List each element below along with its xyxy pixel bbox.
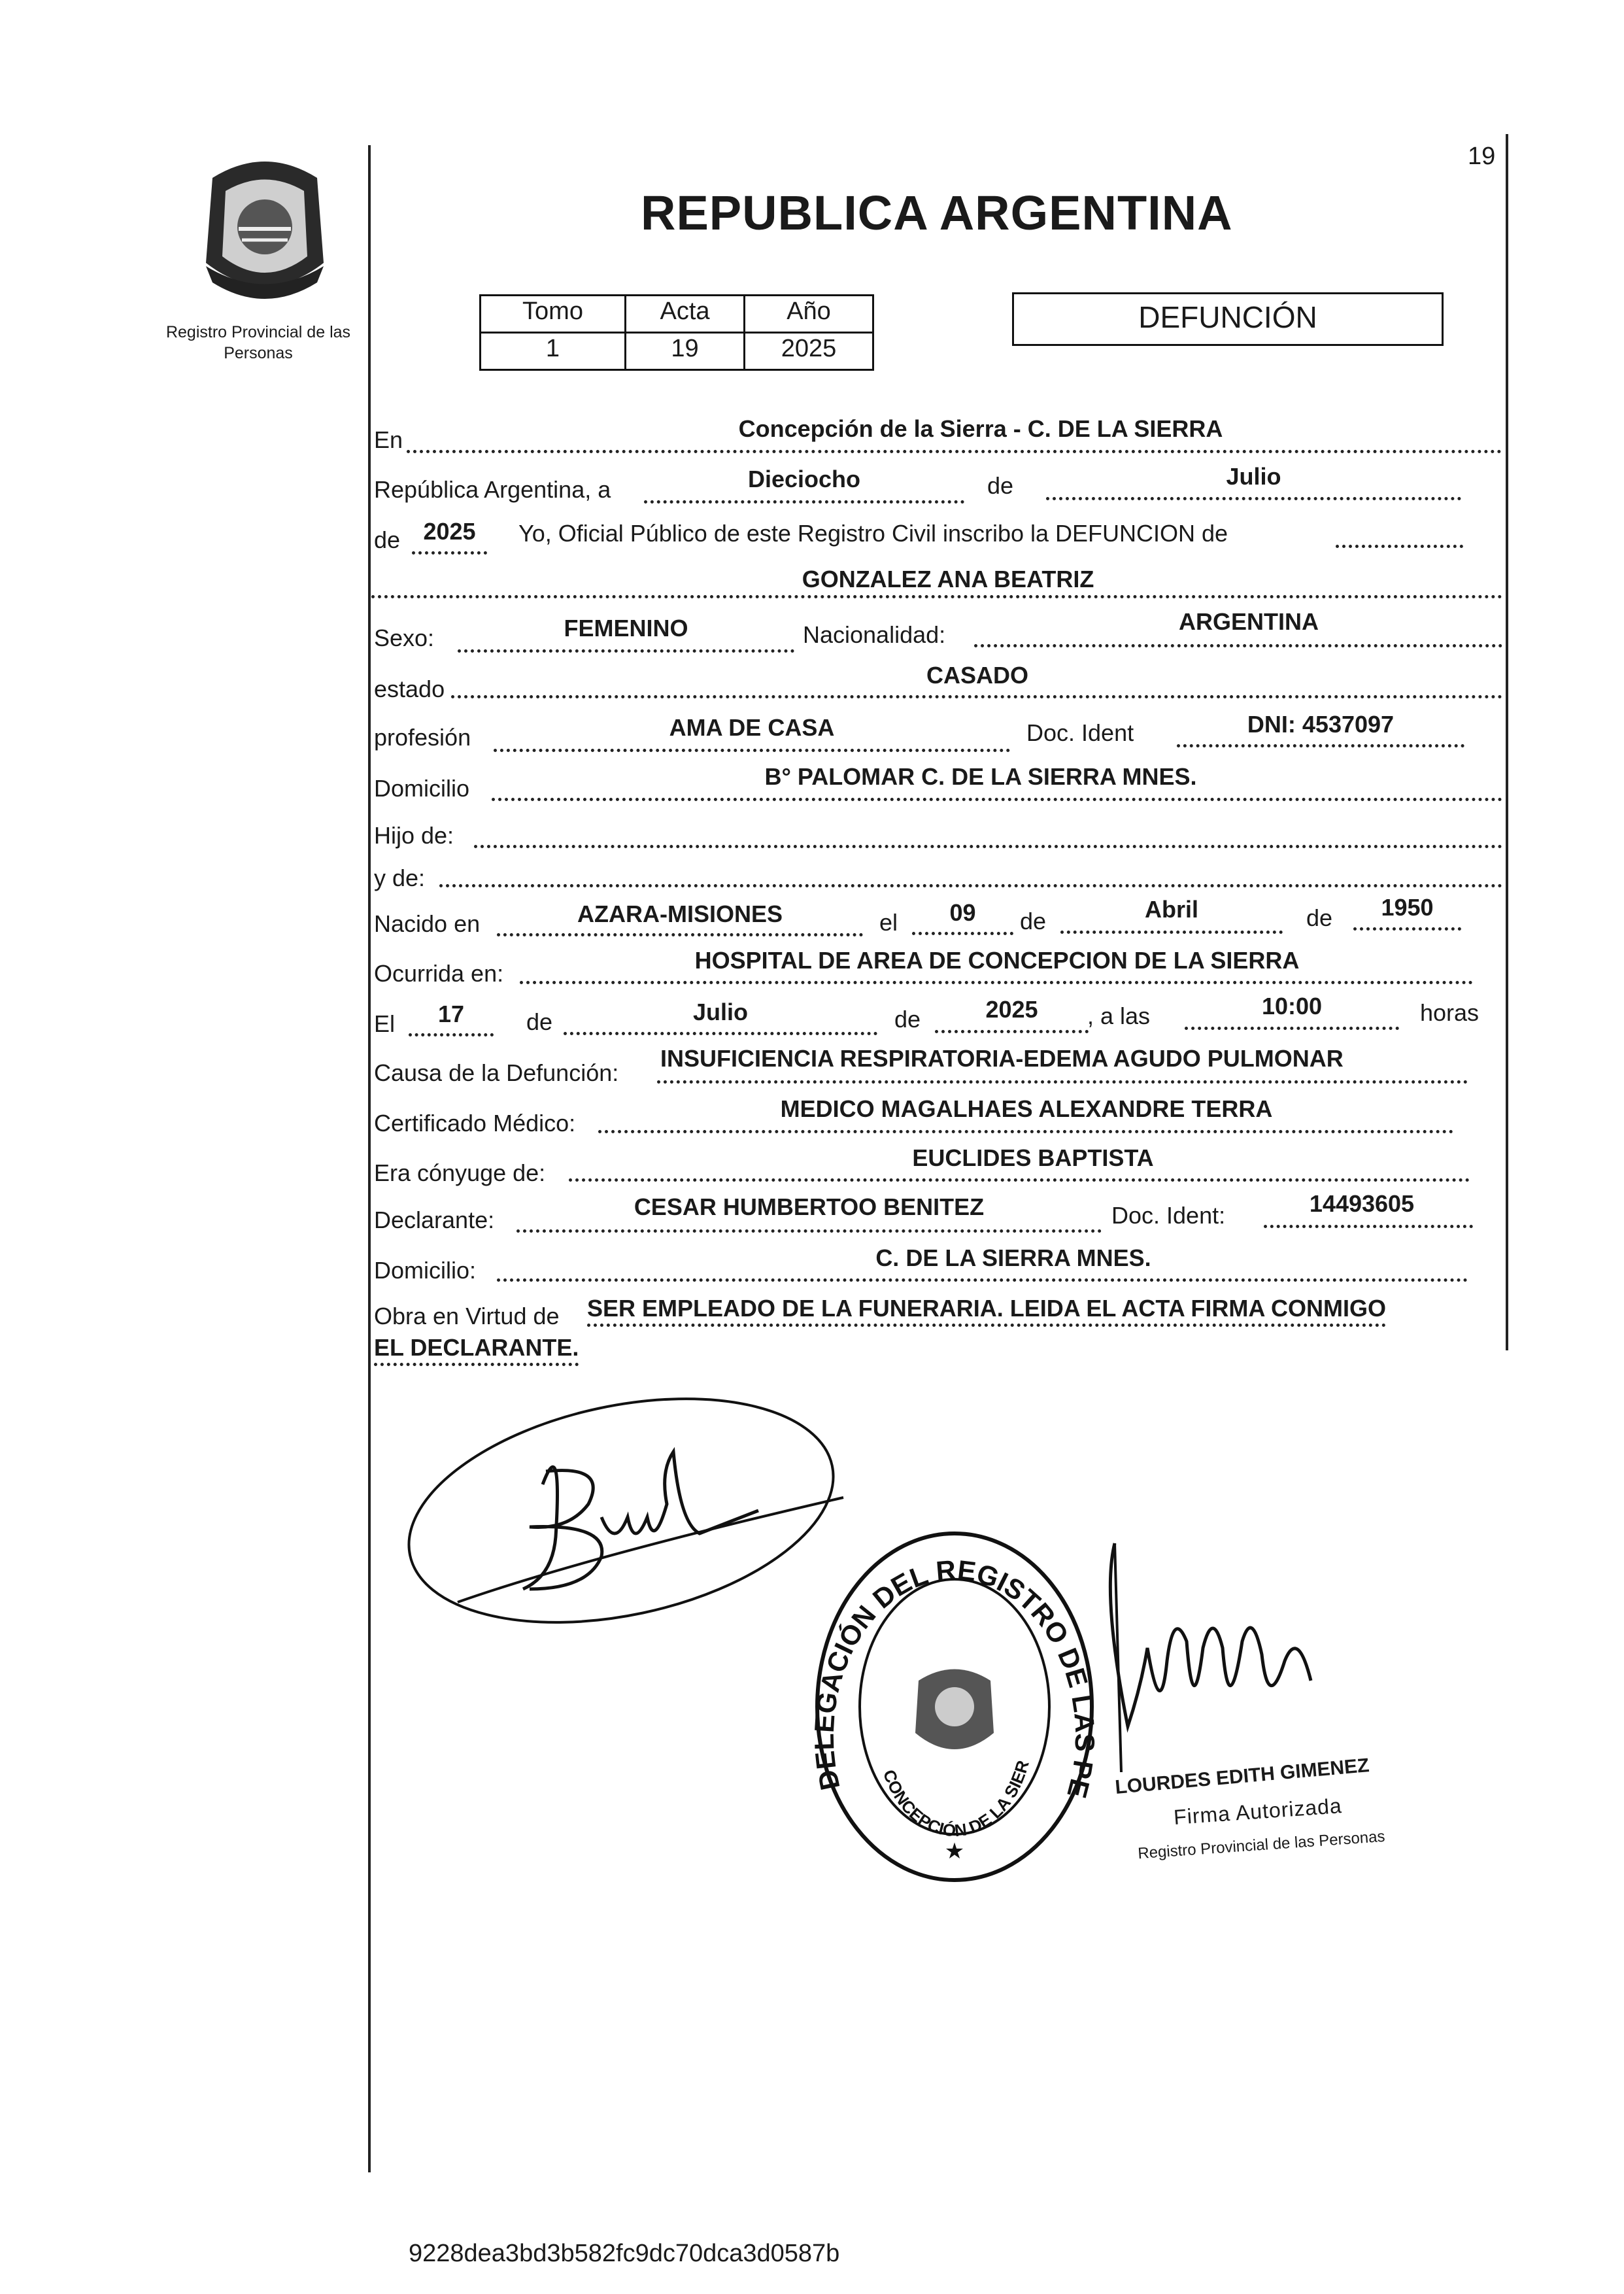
- domicilio-label: Domicilio: [374, 775, 470, 802]
- birth-year-line: [1353, 927, 1461, 931]
- ocurrida-line: [520, 981, 1473, 984]
- sexo-value: FEMENINO: [564, 615, 688, 642]
- republica-label: República Argentina, a: [374, 476, 611, 503]
- birth-month-value: Abril: [1144, 896, 1198, 923]
- sexo-label: Sexo:: [374, 625, 435, 651]
- conyuge-line: [569, 1178, 1470, 1182]
- official-signature: [1089, 1530, 1363, 1772]
- birth-month-line: [1060, 931, 1283, 934]
- official-name: LOURDES EDITH GIMENEZ: [1114, 1755, 1370, 1798]
- death-time-line: [1185, 1027, 1399, 1030]
- profesion-line: [494, 749, 1010, 752]
- nacionalidad-value: ARGENTINA: [1179, 608, 1319, 635]
- stamp-star: ★: [944, 1838, 965, 1864]
- agency-name: Registro Provincial de las Personas: [165, 323, 351, 362]
- document-hash: 9228dea3bd3b582fc9dc70dca3d0587b: [409, 2240, 840, 2267]
- domicilio2-label: Domicilio:: [374, 1257, 477, 1284]
- registry-stamp: [804, 1524, 1105, 1890]
- profesion-label: profesión: [374, 724, 471, 751]
- horas-label: horas: [1420, 999, 1480, 1026]
- month-line: [1046, 497, 1461, 500]
- de-label-5: de: [526, 1008, 553, 1035]
- death-day-line: [409, 1033, 494, 1036]
- de-label-1: de: [987, 472, 1014, 499]
- table-header-acta: Acta: [624, 294, 745, 334]
- obra-label: Obra en Virtud de: [374, 1303, 560, 1329]
- estado-line: [451, 695, 1502, 698]
- province-logo: [186, 152, 343, 302]
- page-number: 19: [1468, 143, 1496, 170]
- profesion-value: AMA DE CASA: [669, 714, 835, 741]
- table-header-ano: Año: [743, 294, 874, 334]
- nacido-line: [497, 933, 863, 936]
- death-year-line: [935, 1030, 1089, 1033]
- day-words-value: Dieciocho: [747, 466, 861, 492]
- declarant-signature: [392, 1393, 850, 1641]
- deceased-line: [371, 595, 1502, 598]
- birth-day-value: 09: [949, 899, 976, 926]
- table-value-ano: 2025: [743, 332, 874, 371]
- stamp-outer-text: DELEGACIÓN DEL REGISTRO DE LAS PE: [808, 1554, 1101, 1802]
- deceased-name: GONZALEZ ANA BEATRIZ: [802, 566, 1094, 592]
- certificado-value: MEDICO MAGALHAES ALEXANDRE TERRA: [780, 1095, 1273, 1122]
- certificado-line: [598, 1130, 1453, 1133]
- birth-year-value: 1950: [1381, 894, 1434, 921]
- yde-label: y de:: [374, 865, 426, 891]
- document-type: DEFUNCIÓN: [1138, 300, 1317, 334]
- de-label-4: de: [1306, 904, 1333, 931]
- official-agency: Registro Provincial de las Personas: [1137, 1827, 1386, 1863]
- el-label: el: [879, 909, 898, 936]
- nacionalidad-line: [974, 644, 1502, 647]
- table-value-acta: 19: [624, 332, 745, 371]
- table-value-tomo: 1: [479, 332, 626, 371]
- nacionalidad-label: Nacionalidad:: [803, 621, 946, 648]
- death-time-value: 10:00: [1261, 993, 1323, 1019]
- doc2-label: Doc. Ident:: [1111, 1202, 1226, 1229]
- en-label: En: [374, 426, 403, 453]
- declarante-line: [516, 1229, 1102, 1233]
- nacido-label: Nacido en: [374, 910, 481, 937]
- day-words-line: [644, 500, 964, 504]
- official-title: Firma Autorizada: [1173, 1794, 1343, 1829]
- yo-text: Yo, Oficial Público de este Registro Civil inscribo la DEFUNCION de: [518, 520, 1228, 547]
- doc-line: [1177, 744, 1464, 747]
- document-type-box: [1012, 292, 1444, 346]
- nacido-value: AZARA-MISIONES: [577, 900, 783, 927]
- doc-label: Doc. Ident: [1026, 719, 1134, 746]
- de-label-3: de: [1020, 908, 1047, 934]
- year-line: [412, 551, 487, 555]
- obra-line1: SER EMPLEADO DE LA FUNERARIA. LEIDA EL ACTA FIRMA CONMIGO: [587, 1295, 1386, 1327]
- declarante-label: Declarante:: [374, 1207, 495, 1233]
- causa-label: Causa de la Defunción:: [374, 1059, 619, 1086]
- estado-value: CASADO: [926, 662, 1028, 689]
- conyuge-value: EUCLIDES BAPTISTA: [912, 1144, 1154, 1171]
- conyuge-label: Era cónyuge de:: [374, 1159, 546, 1186]
- de-label-6: de: [894, 1006, 921, 1033]
- certificado-label: Certificado Médico:: [374, 1110, 576, 1137]
- month-value: Julio: [1226, 463, 1281, 490]
- svg-text:DELEGACIÓN DEL REGISTRO DE LAS: [804, 1524, 1100, 1801]
- year-value: 2025: [423, 518, 476, 545]
- ocurrida-value: HOSPITAL DE AREA DE CONCEPCION DE LA SIERRA: [694, 947, 1300, 974]
- causa-value: INSUFICIENCIA RESPIRATORIA-EDEMA AGUDO PULMONAR: [660, 1045, 1344, 1072]
- sexo-line: [458, 649, 794, 653]
- death-day-value: 17: [437, 1001, 465, 1027]
- right-border: [1506, 134, 1508, 1350]
- domicilio-value: B° PALOMAR C. DE LA SIERRA MNES.: [764, 763, 1197, 790]
- yde-line: [439, 884, 1502, 887]
- domicilio2-value: C. DE LA SIERRA MNES.: [875, 1244, 1151, 1271]
- causa-line: [657, 1080, 1468, 1084]
- hijo-line: [474, 845, 1502, 848]
- table-header-tomo: Tomo: [479, 294, 626, 334]
- ocurrida-label: Ocurrida en:: [374, 960, 504, 987]
- death-month-line: [564, 1032, 877, 1035]
- alas-label: , a las: [1087, 1002, 1151, 1029]
- estado-label: estado: [374, 676, 445, 702]
- left-border: [368, 145, 371, 2172]
- el2-label: El: [374, 1010, 396, 1037]
- stamp-inner-text: CONCEPCIÓN DE LA SIER: [879, 1758, 1033, 1841]
- doc2-value: 14493605: [1309, 1190, 1415, 1217]
- birth-day-line: [912, 932, 1013, 935]
- place-line: [407, 450, 1502, 453]
- obra-line2: EL DECLARANTE.: [374, 1334, 579, 1366]
- page-title: REPUBLICA ARGENTINA: [641, 186, 1233, 240]
- declarante-value: CESAR HUMBERTOO BENITEZ: [634, 1193, 985, 1220]
- de-label-2: de: [374, 526, 401, 553]
- hijo-label: Hijo de:: [374, 822, 454, 849]
- death-month-value: Julio: [692, 999, 748, 1025]
- death-year-value: 2025: [985, 996, 1038, 1023]
- place-value: Concepción de la Sierra - C. DE LA SIERRA: [738, 415, 1223, 442]
- domicilio2-line: [497, 1278, 1468, 1282]
- yo-line: [1336, 545, 1463, 548]
- doc-value: DNI: 4537097: [1247, 711, 1395, 738]
- doc2-line: [1264, 1225, 1473, 1228]
- domicilio-line: [492, 798, 1502, 801]
